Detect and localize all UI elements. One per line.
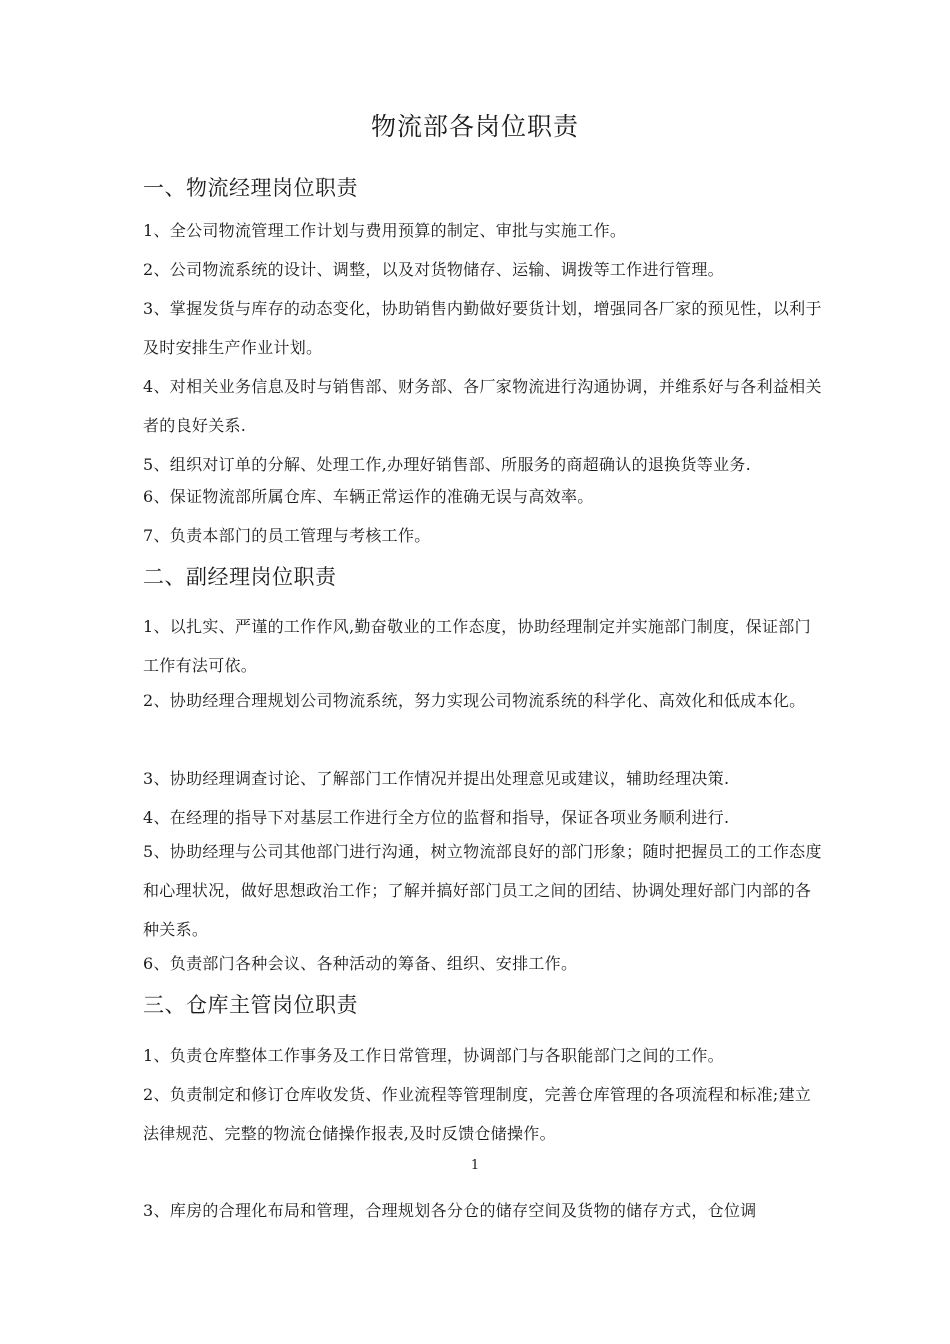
manager-duty-1: 1、全公司物流管理工作计划与费用预算的制定、审批与实施工作。 xyxy=(143,221,627,240)
deputy-duty-6: 6、负责部门各种会议、各种活动的筹备、组织、安排工作。 xyxy=(143,954,578,973)
deputy-duty-5: 5、协助经理与公司其他部门进行沟通，树立物流部良好的部门形象；随时把握员工的工作态度和心理状况，做好思想政治工作；了解并搞好部门员工之间的团结、协调处理好部门内部的各种关系。 xyxy=(143,842,822,939)
deputy-duty-3: 3、协助经理调查讨论、了解部门工作情况并提出处理意见或建议，辅助经理决策. xyxy=(143,769,730,788)
warehouse-duty-3: 3、库房的合理化布局和管理，合理规划各分仓的储存空间及货物的储存方式，仓位调 xyxy=(143,1201,757,1220)
manager-duty-2: 2、公司物流系统的设计、调整，以及对货物储存、运输、调拨等工作进行管理。 xyxy=(143,260,724,279)
deputy-duty-2: 2、协助经理合理规划公司物流系统，努力实现公司物流系统的科学化、高效化和低成本化。 xyxy=(143,691,806,710)
manager-duty-7: 7、负责本部门的员工管理与考核工作。 xyxy=(143,526,431,545)
manager-duty-5: 5、组织对订单的分解、处理工作,办理好销售部、所服务的商超确认的退换货等业务. xyxy=(143,455,752,474)
deputy-duty-4: 4、在经理的指导下对基层工作进行全方位的监督和指导，保证各项业务顺利进行. xyxy=(143,808,730,827)
warehouse-duty-1: 1、负责仓库整体工作事务及工作日常管理，协调部门与各职能部门之间的工作。 xyxy=(143,1046,724,1065)
document-title: 物流部各岗位职责 xyxy=(370,112,579,141)
manager-duty-3: 3、掌握发货与库存的动态变化，协助销售内勤做好要货计划，增强同各厂家的预见性，以利于及时安排生产作业计划。 xyxy=(143,299,822,357)
section-heading-manager: 一、物流经理岗位职责 xyxy=(143,176,358,200)
deputy-duty-1: 1、以扎实、严谨的工作作风,勤奋敬业的工作态度，协助经理制定并实施部门制度，保证部门工作有法可依。 xyxy=(143,617,811,675)
warehouse-duty-2: 2、负责制定和修订仓库收发货、作业流程等管理制度，完善仓库管理的各项流程和标准;建立法律规范、完整的物流仓储操作报表,及时反馈仓储操作。 xyxy=(143,1085,812,1143)
page-number: 1 xyxy=(470,1158,480,1173)
section-heading-deputy: 二、副经理岗位职责 xyxy=(143,565,337,589)
section-heading-warehouse: 三、仓库主管岗位职责 xyxy=(143,993,358,1017)
manager-duty-4: 4、对相关业务信息及时与销售部、财务部、各厂家物流进行沟通协调，并维系好与各利益相关者的良好关系. xyxy=(143,377,822,435)
manager-duty-6: 6、保证物流部所属仓库、车辆正常运作的准确无误与高效率。 xyxy=(143,487,594,506)
